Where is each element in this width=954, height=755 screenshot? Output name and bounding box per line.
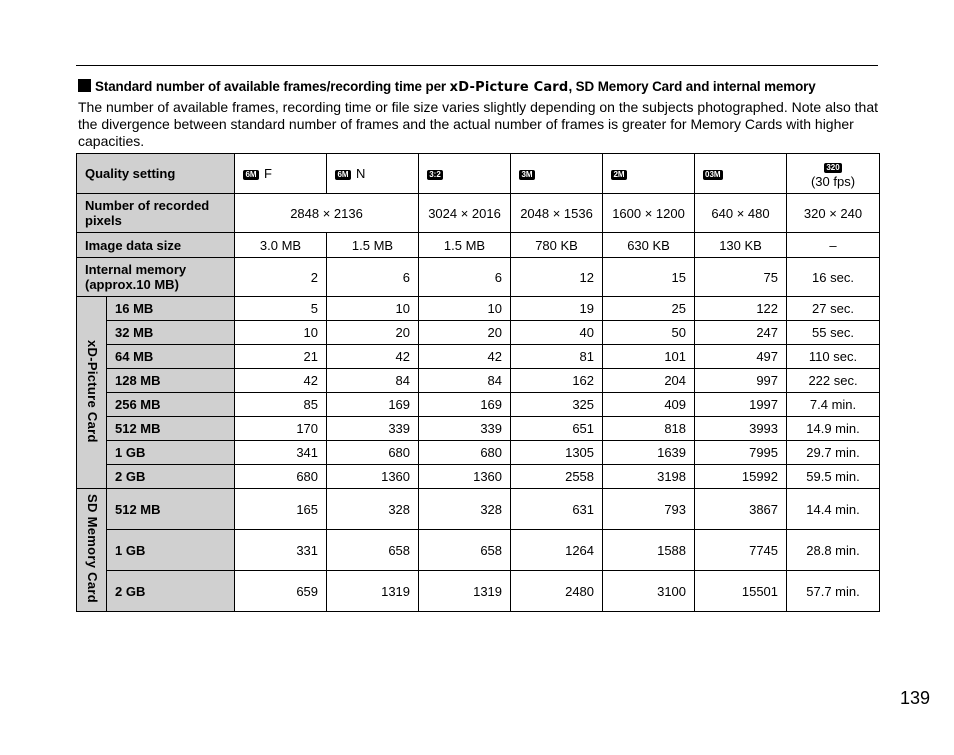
value-cell: 25: [603, 297, 695, 321]
quality-cell: [511, 154, 603, 194]
value-cell: 16 sec.: [787, 258, 880, 297]
value-cell: 101: [603, 345, 695, 369]
quality-label: Quality setting: [77, 154, 235, 194]
heading-pre: Standard number of available frames/recording time per: [95, 79, 447, 94]
row-label: 128 MB: [107, 369, 235, 393]
row-label: 2 GB: [107, 465, 235, 489]
table-row: [77, 297, 880, 321]
black-square-icon: [78, 79, 91, 92]
quality-cell: 6M F: [235, 154, 327, 194]
value-cell: 1264: [511, 530, 603, 571]
quality-cell: [695, 154, 787, 194]
internal-label: Internal memory (approx.10 MB): [77, 258, 235, 297]
size-cell: 630 KB: [603, 233, 695, 258]
value-cell: 2480: [511, 571, 603, 612]
row-label: 1 GB: [107, 441, 235, 465]
table-row: [77, 417, 880, 441]
value-cell: 15501: [695, 571, 787, 612]
value-cell: 57.7 min.: [787, 571, 880, 612]
value-cell: 122: [695, 297, 787, 321]
value-cell: 5: [235, 297, 327, 321]
value-cell: 247: [695, 321, 787, 345]
value-cell: 169: [327, 393, 419, 417]
value-cell: 6: [419, 258, 511, 297]
value-cell: 3198: [603, 465, 695, 489]
value-cell: 84: [327, 369, 419, 393]
value-cell: 3100: [603, 571, 695, 612]
value-cell: 81: [511, 345, 603, 369]
value-cell: 1639: [603, 441, 695, 465]
value-cell: 7745: [695, 530, 787, 571]
value-cell: 7995: [695, 441, 787, 465]
pixels-cell: 2048 × 1536: [511, 194, 603, 233]
pixels-cell: 1600 × 1200: [603, 194, 695, 233]
value-cell: 204: [603, 369, 695, 393]
value-cell: 651: [511, 417, 603, 441]
table-row: [77, 345, 880, 369]
value-cell: 27 sec.: [787, 297, 880, 321]
pixels-cell: 640 × 480: [695, 194, 787, 233]
value-cell: 40: [511, 321, 603, 345]
internal-row: [77, 258, 880, 297]
table-row: [77, 393, 880, 417]
sd-group-label: SD Memory Card: [77, 489, 107, 612]
pixels-label: Number of recorded pixels: [77, 194, 235, 233]
value-cell: 20: [419, 321, 511, 345]
table-row: [77, 530, 880, 571]
value-cell: 85: [235, 393, 327, 417]
quality-cell: 6M N: [327, 154, 419, 194]
value-cell: 55 sec.: [787, 321, 880, 345]
value-cell: 59.5 min.: [787, 465, 880, 489]
value-cell: 659: [235, 571, 327, 612]
value-cell: 1360: [419, 465, 511, 489]
table-row: [77, 489, 880, 530]
value-cell: 328: [419, 489, 511, 530]
value-cell: 14.4 min.: [787, 489, 880, 530]
value-cell: 341: [235, 441, 327, 465]
quality-cell: [419, 154, 511, 194]
xd-group-label: xD-Picture Card: [77, 297, 107, 489]
value-cell: 10: [235, 321, 327, 345]
size-cell: –: [787, 233, 880, 258]
value-cell: 14.9 min.: [787, 417, 880, 441]
value-cell: 2: [235, 258, 327, 297]
value-cell: 409: [603, 393, 695, 417]
value-cell: 331: [235, 530, 327, 571]
row-label: 512 MB: [107, 489, 235, 530]
value-cell: 1319: [419, 571, 511, 612]
pixels-cell: 2848 × 2136: [235, 194, 419, 233]
value-cell: 28.8 min.: [787, 530, 880, 571]
value-cell: 328: [327, 489, 419, 530]
value-cell: 325: [511, 393, 603, 417]
quality-cell: [603, 154, 695, 194]
heading-brand: xD-Picture Card: [449, 80, 569, 95]
value-cell: 222 sec.: [787, 369, 880, 393]
section-heading: [78, 79, 888, 95]
value-cell: 10: [419, 297, 511, 321]
value-cell: 680: [327, 441, 419, 465]
size-cell: 780 KB: [511, 233, 603, 258]
row-label: 2 GB: [107, 571, 235, 612]
value-cell: 1319: [327, 571, 419, 612]
intro-paragraph: The number of available frames, recording time or file size varies slightly depending on the subjects photographed. Note also that the divergence between standard number of frames and the actual number of frames is greater for Memory Cards with higher capacities.: [78, 99, 879, 149]
2m-icon: 2M: [611, 170, 627, 180]
3-2-icon: 3:2: [427, 170, 443, 180]
row-label: 32 MB: [107, 321, 235, 345]
value-cell: 1588: [603, 530, 695, 571]
value-cell: 75: [695, 258, 787, 297]
row-label: 64 MB: [107, 345, 235, 369]
value-cell: 658: [419, 530, 511, 571]
pixels-row: [77, 194, 880, 233]
value-cell: 42: [327, 345, 419, 369]
value-cell: 42: [235, 369, 327, 393]
value-cell: 21: [235, 345, 327, 369]
frames-table: [76, 153, 880, 612]
value-cell: 84: [419, 369, 511, 393]
size-cell: 130 KB: [695, 233, 787, 258]
value-cell: 19: [511, 297, 603, 321]
value-cell: 170: [235, 417, 327, 441]
value-cell: 680: [419, 441, 511, 465]
table-row: [77, 571, 880, 612]
table-row: [77, 465, 880, 489]
value-cell: 7.4 min.: [787, 393, 880, 417]
row-label: 256 MB: [107, 393, 235, 417]
value-cell: 162: [511, 369, 603, 393]
size-row: [77, 233, 880, 258]
size-cell: 1.5 MB: [327, 233, 419, 258]
table-row: [77, 369, 880, 393]
6m-icon: 6M: [243, 170, 259, 180]
value-cell: 169: [419, 393, 511, 417]
pixels-cell: 3024 × 2016: [419, 194, 511, 233]
table-row: [77, 441, 880, 465]
value-cell: 110 sec.: [787, 345, 880, 369]
value-cell: 2558: [511, 465, 603, 489]
movie-320-icon: 320: [826, 162, 840, 172]
quality-cell: 320 (30 fps): [787, 154, 880, 194]
value-cell: 497: [695, 345, 787, 369]
heading-post: , SD Memory Card and internal memory: [568, 79, 816, 94]
row-label: 16 MB: [107, 297, 235, 321]
value-cell: 20: [327, 321, 419, 345]
value-cell: 12: [511, 258, 603, 297]
value-cell: 658: [327, 530, 419, 571]
6m-icon: 6M: [335, 170, 351, 180]
header-rule: [76, 65, 878, 66]
value-cell: 1360: [327, 465, 419, 489]
value-cell: 631: [511, 489, 603, 530]
03m-icon: 03M: [705, 170, 721, 179]
value-cell: 15992: [695, 465, 787, 489]
value-cell: 165: [235, 489, 327, 530]
value-cell: 6: [327, 258, 419, 297]
value-cell: 997: [695, 369, 787, 393]
size-cell: 3.0 MB: [235, 233, 327, 258]
row-label: 512 MB: [107, 417, 235, 441]
value-cell: 339: [327, 417, 419, 441]
table-row: [77, 321, 880, 345]
value-cell: 680: [235, 465, 327, 489]
value-cell: 793: [603, 489, 695, 530]
value-cell: 3867: [695, 489, 787, 530]
value-cell: 50: [603, 321, 695, 345]
size-label: Image data size: [77, 233, 235, 258]
value-cell: 3993: [695, 417, 787, 441]
value-cell: 29.7 min.: [787, 441, 880, 465]
value-cell: 15: [603, 258, 695, 297]
size-cell: 1.5 MB: [419, 233, 511, 258]
pixels-cell: 320 × 240: [787, 194, 880, 233]
value-cell: 10: [327, 297, 419, 321]
quality-row: [77, 154, 880, 194]
row-label: 1 GB: [107, 530, 235, 571]
value-cell: 818: [603, 417, 695, 441]
value-cell: 339: [419, 417, 511, 441]
value-cell: 42: [419, 345, 511, 369]
3m-icon: 3M: [519, 170, 535, 180]
page-number: 139: [900, 688, 931, 708]
value-cell: 1997: [695, 393, 787, 417]
value-cell: 1305: [511, 441, 603, 465]
